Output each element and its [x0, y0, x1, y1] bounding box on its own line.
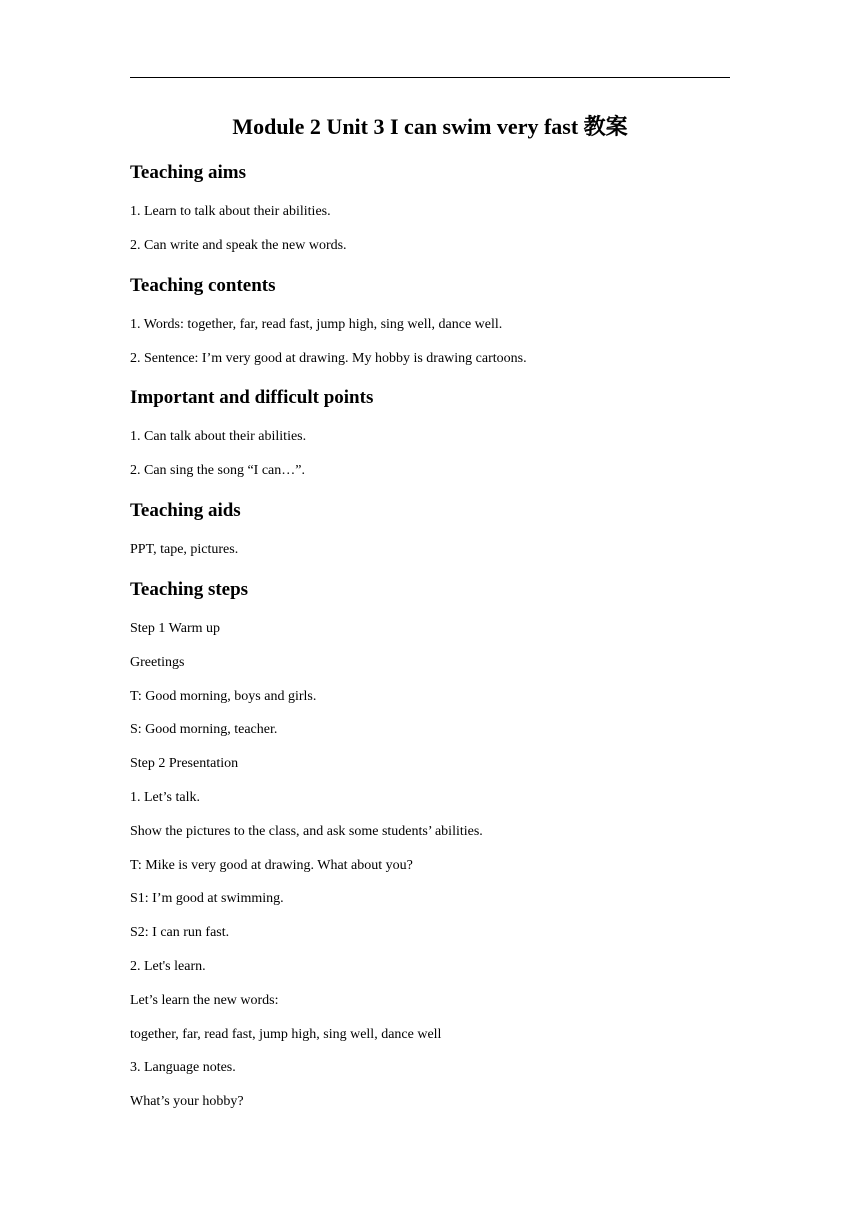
section-heading-teaching-aims: Teaching aims [130, 162, 246, 183]
text-line: 1. Words: together, far, read fast, jump high, sing well, dance well. [130, 317, 503, 332]
text-line: 1. Learn to talk about their abilities. [130, 204, 331, 219]
text-line: Step 1 Warm up [130, 621, 220, 636]
text-line: 1. Let’s talk. [130, 790, 200, 805]
section-heading-teaching-contents: Teaching contents [130, 275, 276, 296]
text-line: Step 2 Presentation [130, 756, 239, 771]
section-heading-teaching-steps: Teaching steps [130, 579, 249, 600]
text-line: 2. Let's learn. [130, 959, 206, 974]
text-line: Show the pictures to the class, and ask some students’ abilities. [130, 824, 483, 839]
text-line: 2. Sentence: I’m very good at drawing. My hobby is drawing cartoons. [130, 351, 527, 366]
text-line: Greetings [130, 655, 185, 670]
section-heading-important-points: Important and difficult points [130, 387, 374, 408]
document-title: Module 2 Unit 3 I can swim very fast 教案 [232, 114, 628, 139]
text-line: S2: I can run fast. [130, 925, 230, 940]
text-line: What’s your hobby? [130, 1094, 244, 1109]
text-line: 2. Can write and speak the new words. [130, 238, 347, 253]
text-line: PPT, tape, pictures. [130, 542, 239, 557]
text-line: S: Good morning, teacher. [130, 722, 278, 737]
text-line: 2. Can sing the song “I can…”. [130, 463, 305, 478]
text-line: T: Mike is very good at drawing. What about you? [130, 858, 413, 873]
text-line: Let’s learn the new words: [130, 993, 279, 1008]
text-line: T: Good morning, boys and girls. [130, 689, 317, 704]
text-line: S1: I’m good at swimming. [130, 891, 284, 906]
text-line: 1. Can talk about their abilities. [130, 429, 307, 444]
text-line: 3. Language notes. [130, 1060, 236, 1075]
section-heading-teaching-aids: Teaching aids [130, 500, 241, 521]
text-line: together, far, read fast, jump high, sing well, dance well [130, 1027, 442, 1042]
header-rule [130, 77, 730, 78]
